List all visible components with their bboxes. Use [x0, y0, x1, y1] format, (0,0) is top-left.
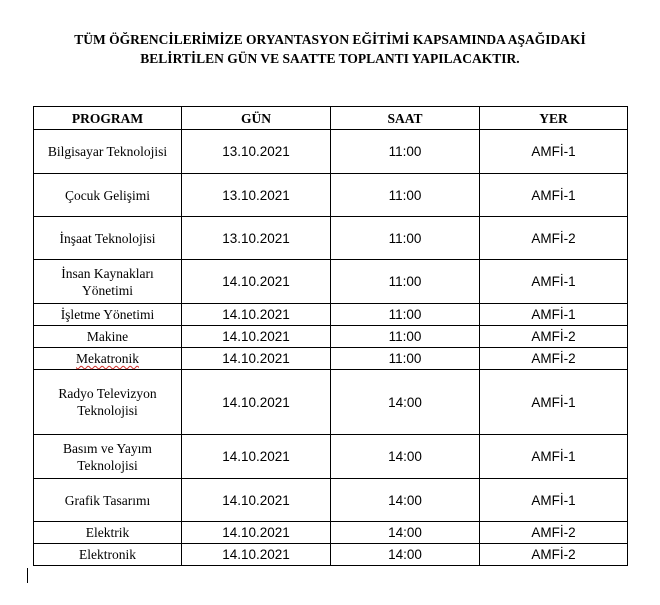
time-cell: 11:00 — [331, 348, 480, 370]
program-cell: Basım ve Yayım Teknolojisi — [34, 435, 182, 479]
program-cell: Radyo Televizyon Teknolojisi — [34, 370, 182, 435]
program-cell: Grafik Tasarımı — [34, 479, 182, 522]
place-cell: AMFİ-1 — [480, 260, 628, 304]
text-cursor[interactable] — [27, 568, 28, 583]
program-cell: Elektronik — [34, 544, 182, 566]
place-cell: AMFİ-1 — [480, 304, 628, 326]
header-place: YER — [480, 107, 628, 130]
table-row — [34, 479, 628, 522]
spellcheck-word: Mekatronik — [76, 351, 139, 366]
program-cell — [34, 348, 182, 370]
table-row — [34, 174, 628, 217]
program-cell: Çocuk Gelişimi — [34, 174, 182, 217]
time-cell: 11:00 — [331, 304, 480, 326]
date-cell: 13.10.2021 — [182, 130, 331, 174]
date-cell: 14.10.2021 — [182, 435, 331, 479]
header-date: GÜN — [182, 107, 331, 130]
table-row — [34, 304, 628, 326]
table-header-row — [34, 107, 628, 130]
program-cell: İnşaat Teknolojisi — [34, 217, 182, 260]
time-cell: 14:00 — [331, 435, 480, 479]
place-cell: AMFİ-1 — [480, 370, 628, 435]
table-row — [34, 544, 628, 566]
date-cell: 14.10.2021 — [182, 326, 331, 348]
date-cell: 14.10.2021 — [182, 544, 331, 566]
document-heading — [0, 30, 660, 68]
time-cell: 14:00 — [331, 370, 480, 435]
place-cell: AMFİ-2 — [480, 217, 628, 260]
time-cell: 14:00 — [331, 479, 480, 522]
program-cell: Bilgisayar Teknolojisi — [34, 130, 182, 174]
time-cell: 11:00 — [331, 174, 480, 217]
table-row — [34, 326, 628, 348]
date-cell: 13.10.2021 — [182, 217, 331, 260]
table-row — [34, 435, 628, 479]
program-cell: Makine — [34, 326, 182, 348]
orientation-schedule-table — [33, 106, 628, 566]
header-time: SAAT — [331, 107, 480, 130]
heading-line-2: BELİRTİLEN GÜN VE SAATTE TOPLANTI YAPILACAKTIR. — [140, 51, 520, 66]
header-program: PROGRAM — [34, 107, 182, 130]
time-cell: 11:00 — [331, 217, 480, 260]
time-cell: 11:00 — [331, 130, 480, 174]
date-cell: 14.10.2021 — [182, 348, 331, 370]
date-cell: 14.10.2021 — [182, 522, 331, 544]
time-cell: 14:00 — [331, 544, 480, 566]
program-cell: İşletme Yönetimi — [34, 304, 182, 326]
table-row — [34, 260, 628, 304]
date-cell: 14.10.2021 — [182, 370, 331, 435]
place-cell: AMFİ-2 — [480, 544, 628, 566]
place-cell: AMFİ-1 — [480, 130, 628, 174]
table-row — [34, 370, 628, 435]
time-cell: 11:00 — [331, 326, 480, 348]
table-row — [34, 217, 628, 260]
place-cell: AMFİ-1 — [480, 174, 628, 217]
place-cell: AMFİ-2 — [480, 348, 628, 370]
date-cell: 14.10.2021 — [182, 479, 331, 522]
time-cell: 14:00 — [331, 522, 480, 544]
place-cell: AMFİ-2 — [480, 522, 628, 544]
program-cell: İnsan Kaynakları Yönetimi — [34, 260, 182, 304]
place-cell: AMFİ-1 — [480, 479, 628, 522]
date-cell: 14.10.2021 — [182, 260, 331, 304]
program-cell: Elektrik — [34, 522, 182, 544]
place-cell: AMFİ-1 — [480, 435, 628, 479]
place-cell: AMFİ-2 — [480, 326, 628, 348]
table-row — [34, 348, 628, 370]
time-cell: 11:00 — [331, 260, 480, 304]
date-cell: 14.10.2021 — [182, 304, 331, 326]
heading-line-1: TÜM ÖĞRENCİLERİMİZE ORYANTASYON EĞİTİMİ KAPSAMINDA AŞAĞIDAKİ — [74, 32, 586, 47]
date-cell: 13.10.2021 — [182, 174, 331, 217]
table-row — [34, 130, 628, 174]
table-row — [34, 522, 628, 544]
